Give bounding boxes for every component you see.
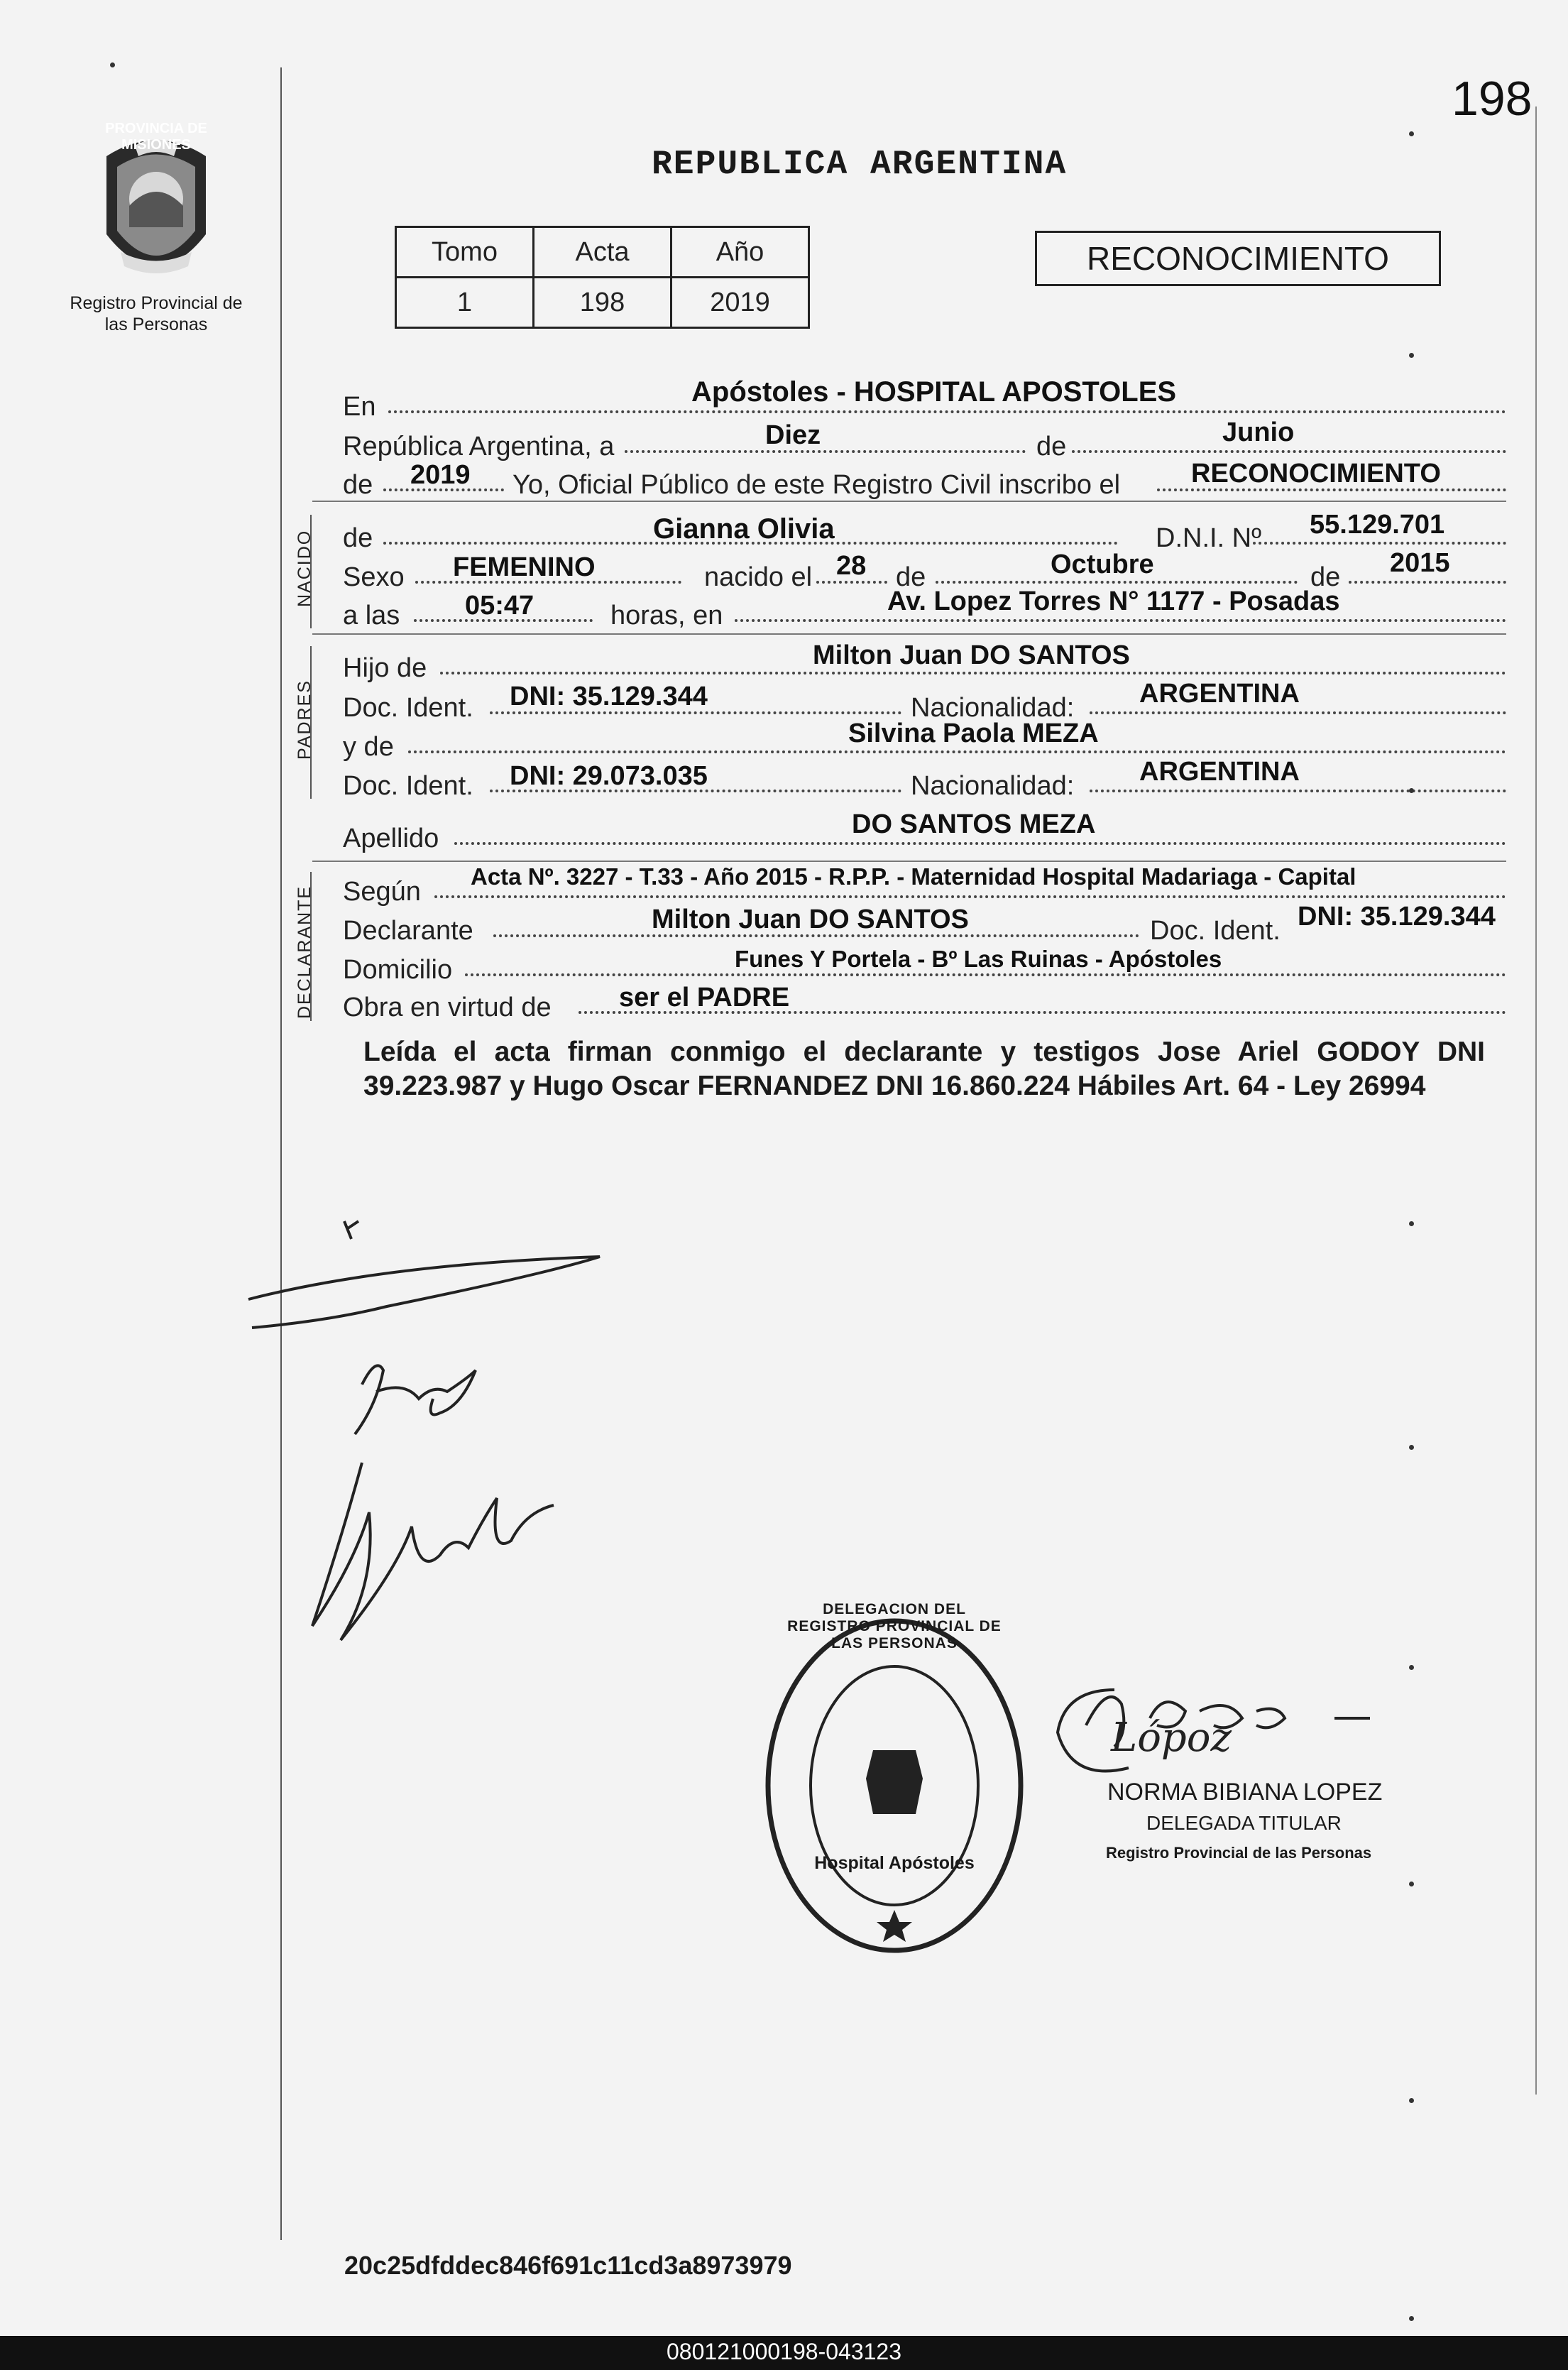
label-declarante: Declarante bbox=[343, 916, 473, 946]
label-de-birth-month: de bbox=[896, 562, 926, 592]
officer-name: NORMA BIBIANA LOPEZ bbox=[1107, 1779, 1383, 1806]
label-mother-doc: Doc. Ident. bbox=[343, 771, 473, 801]
value-birth-year: 2015 bbox=[1390, 548, 1450, 578]
label-horas-en: horas, en bbox=[610, 601, 723, 630]
value-declarant-doc: DNI: 35.129.344 bbox=[1298, 902, 1496, 932]
witness-signature-3 bbox=[298, 1456, 582, 1654]
value-by-virtue: ser el PADRE bbox=[619, 983, 790, 1012]
value-mother-name: Silvina Paola MEZA bbox=[848, 719, 1099, 748]
dots-father bbox=[440, 672, 1506, 675]
value-surname: DO SANTOS MEZA bbox=[852, 809, 1096, 839]
label-father-nationality: Nacionalidad: bbox=[911, 693, 1075, 723]
label-de-child: de bbox=[343, 523, 373, 553]
label-republica: República Argentina, a bbox=[343, 432, 615, 462]
label-apellido: Apellido bbox=[343, 824, 439, 853]
stamp-inner-text: Hospital Apóstoles bbox=[814, 1853, 975, 1873]
page-number: 198 bbox=[1452, 72, 1533, 126]
scan-speck bbox=[1409, 2098, 1414, 2103]
divider-2 bbox=[312, 633, 1506, 635]
tomo-value: 1 bbox=[396, 278, 534, 328]
record-table bbox=[395, 226, 810, 329]
acta-value: 198 bbox=[534, 278, 671, 328]
value-mother-nationality: ARGENTINA bbox=[1139, 757, 1300, 787]
scan-speck bbox=[1409, 131, 1414, 136]
value-address: Funes Y Portela - Bº Las Ruinas - Apóstoles bbox=[735, 946, 1222, 972]
left-margin-line bbox=[280, 67, 282, 2240]
label-declarant-doc: Doc. Ident. bbox=[1150, 916, 1281, 946]
dots-birth-year bbox=[1349, 581, 1506, 584]
scan-speck bbox=[1409, 1665, 1414, 1670]
anio-value: 2019 bbox=[671, 278, 809, 328]
officer-title: DELEGADA TITULAR bbox=[1146, 1812, 1342, 1834]
dots-address bbox=[465, 973, 1506, 976]
label-obra: Obra en virtud de bbox=[343, 993, 552, 1022]
label-yo-oficial: Yo, Oficial Público de este Registro Civil inscribo el bbox=[512, 470, 1121, 500]
dots-mother bbox=[408, 750, 1506, 753]
label-a-las: a las bbox=[343, 601, 400, 630]
value-father-nationality: ARGENTINA bbox=[1139, 679, 1300, 709]
label-en: En bbox=[343, 392, 376, 422]
value-place: Apóstoles - HOSPITAL APOSTOLES bbox=[691, 376, 1177, 408]
label-dni: D.N.I. Nº bbox=[1156, 523, 1261, 553]
right-margin-line bbox=[1535, 107, 1537, 2095]
label-de-month: de bbox=[1036, 432, 1067, 462]
label-de-birth-year: de bbox=[1310, 562, 1341, 592]
divider-3 bbox=[312, 861, 1506, 862]
logo-seal-text: PROVINCIA DE MISIONES bbox=[105, 121, 207, 153]
label-segun: Según bbox=[343, 877, 421, 907]
scan-speck bbox=[1409, 1221, 1414, 1226]
side-declarante: DECLARANTE bbox=[295, 885, 314, 1019]
record-type-box bbox=[1035, 231, 1441, 286]
value-month: Junio bbox=[1222, 417, 1295, 447]
value-day: Diez bbox=[765, 420, 821, 450]
scan-speck bbox=[1409, 788, 1414, 793]
value-act-type: RECONOCIMIENTO bbox=[1191, 459, 1441, 488]
closing-text: Leída el acta firman conmigo el declarante y testigos Jose Ariel GODOY DNI 39.223.987 y Hugo Oscar FERNANDEZ DNI 16.860.224 Hábiles Art. 64 - Ley 26994 bbox=[363, 1037, 1485, 1101]
witness-signature-1 bbox=[245, 1207, 614, 1335]
dots-surname bbox=[454, 842, 1506, 845]
footer-code: 080121000198-043123 bbox=[667, 2339, 901, 2364]
value-father-name: Milton Juan DO SANTOS bbox=[813, 640, 1130, 670]
stamp-ring-text: DELEGACION DEL REGISTRO PROVINCIAL DE LAS PERSONAS bbox=[787, 1601, 1002, 1651]
value-year: 2019 bbox=[410, 460, 471, 490]
value-birth-month: Octubre bbox=[1051, 550, 1154, 579]
officer-org: Registro Provincial de las Personas bbox=[1106, 1844, 1372, 1862]
dots-place bbox=[388, 410, 1506, 413]
value-father-doc: DNI: 35.129.344 bbox=[510, 682, 708, 711]
label-domicilio: Domicilio bbox=[343, 955, 453, 985]
label-father-doc: Doc. Ident. bbox=[343, 693, 473, 723]
anio-header: Año bbox=[671, 227, 809, 278]
tomo-header: Tomo bbox=[396, 227, 534, 278]
divider-1 bbox=[312, 501, 1506, 502]
side-padres: PADRES bbox=[295, 679, 314, 760]
dots-child-dni bbox=[1253, 542, 1506, 545]
registry-name: Registro Provincial de las Personas bbox=[70, 293, 243, 334]
label-nacido-el: nacido el bbox=[704, 562, 813, 592]
witness-signature-2 bbox=[334, 1342, 497, 1456]
official-stamp bbox=[763, 1615, 1026, 1956]
document-hash: 20c25dfddec846f691c11cd3a8973979 bbox=[344, 2251, 792, 2280]
value-sex: FEMENINO bbox=[453, 552, 596, 582]
label-y-de: y de bbox=[343, 732, 394, 762]
officer-signature: Lópoz bbox=[1111, 1715, 1232, 1761]
value-birth-place: Av. Lopez Torres N° 1177 - Posadas bbox=[887, 586, 1340, 616]
dots-day bbox=[625, 450, 1026, 453]
scan-speck bbox=[110, 62, 115, 67]
scan-speck bbox=[1409, 1882, 1414, 1886]
label-de-year: de bbox=[343, 470, 373, 500]
scan-speck bbox=[1409, 2316, 1414, 2321]
country-title: REPUBLICA ARGENTINA bbox=[652, 146, 1068, 184]
dots-father-nat bbox=[1090, 711, 1506, 714]
acta-header: Acta bbox=[534, 227, 671, 278]
dots-mother-nat bbox=[1090, 790, 1506, 792]
value-mother-doc: DNI: 29.073.035 bbox=[510, 761, 708, 791]
label-hijo-de: Hijo de bbox=[343, 653, 427, 683]
value-birth-time: 05:47 bbox=[465, 591, 534, 621]
value-birth-day: 28 bbox=[836, 551, 867, 581]
dots-birth-month bbox=[936, 581, 1298, 584]
value-declarant: Milton Juan DO SANTOS bbox=[652, 905, 969, 934]
scan-speck bbox=[1409, 353, 1414, 358]
label-mother-nationality: Nacionalidad: bbox=[911, 771, 1075, 801]
scan-speck bbox=[1409, 1445, 1414, 1450]
dots-month bbox=[1072, 450, 1506, 453]
dots-segun bbox=[434, 895, 1506, 898]
value-child-dni: 55.129.701 bbox=[1310, 510, 1445, 540]
side-nacido: NACIDO bbox=[295, 529, 314, 607]
dots-birth-place bbox=[735, 619, 1506, 622]
record-type: RECONOCIMIENTO bbox=[1087, 240, 1389, 277]
value-according-to: Acta Nº. 3227 - T.33 - Año 2015 - R.P.P. - Maternidad Hospital Madariaga - Capital bbox=[471, 863, 1356, 890]
value-child-name: Gianna Olivia bbox=[653, 513, 835, 545]
label-sexo: Sexo bbox=[343, 562, 405, 592]
